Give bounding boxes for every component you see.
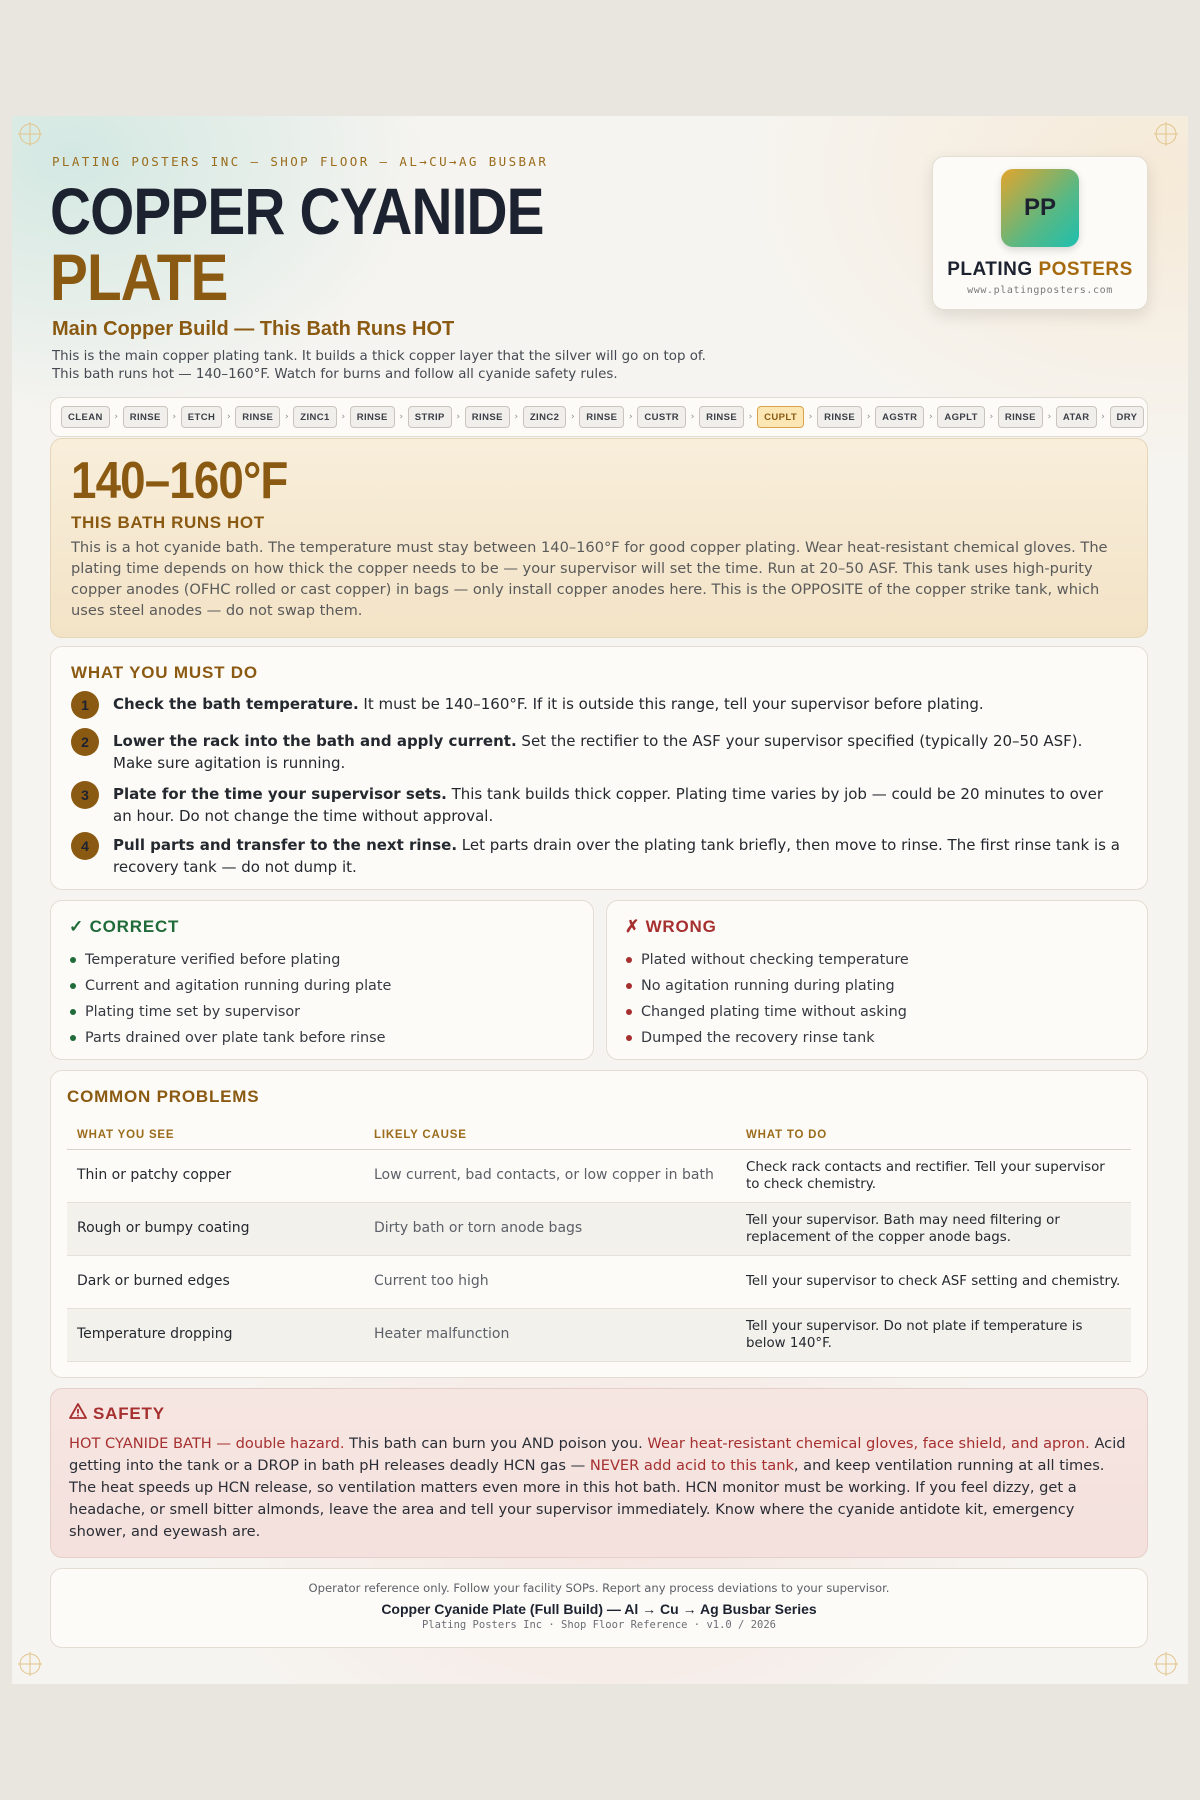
step-lead: Check the bath temperature.: [113, 695, 359, 713]
process-step-rinse: RINSE: [998, 406, 1043, 428]
warning-icon: [69, 1403, 87, 1424]
chevron-right-icon: ›: [456, 412, 461, 422]
correct-list: [69, 947, 391, 1051]
safety-text: , and keep ventilation running at all times. The heat speeds up HCN release, so ventilation matters even more in this hot bath. HCN monitor must be working. If you feel dizzy, get a headache, or smell bitter almonds, leave the area and tell your supervisor immediately. Know where the cyanide antidote kit, emergency shower, and eyewash are.: [69, 1457, 1105, 1540]
chevron-right-icon: ›: [514, 412, 519, 422]
list-item: Temperature verified before plating: [69, 947, 391, 973]
step-detail: Let parts drain over the plating tank briefly, then move to rinse. The first rinse tank is a recovery tank — do not dump it.: [113, 836, 1120, 876]
column-header: LIKELY CAUSE: [364, 1119, 736, 1149]
brand-name: [933, 259, 1147, 281]
footer-disclaimer: Operator reference only. Follow your facility SOPs. Report any process deviations to your supervisor.: [308, 1581, 890, 1595]
brand-url: www.platingposters.com: [967, 285, 1113, 296]
chevron-right-icon: ›: [929, 412, 933, 422]
process-step-rinse: RINSE: [817, 406, 862, 428]
problems-title: COMMON PROBLEMS: [67, 1087, 260, 1106]
wrong-list: [625, 947, 909, 1051]
poster: [12, 116, 1188, 1684]
correct-title: ✓ CORRECT: [69, 917, 180, 936]
step-text: [113, 834, 1123, 878]
process-step-rinse: RINSE: [235, 406, 280, 428]
process-step-zinc1: ZINC1: [293, 406, 336, 428]
step-text: [113, 783, 1123, 827]
step-lead: Plate for the time your supervisor sets.: [113, 785, 447, 803]
list-item: Parts drained over plate tank before rinse: [69, 1025, 391, 1051]
crosshair-mark-icon: [16, 1650, 44, 1678]
column-header: WHAT YOU SEE: [67, 1119, 364, 1149]
chevron-right-icon: ›: [866, 412, 871, 422]
brand-logo: PP: [1001, 169, 1079, 247]
safety-card: [50, 1388, 1148, 1558]
chevron-right-icon: ›: [1101, 412, 1105, 422]
chevron-right-icon: ›: [226, 412, 231, 422]
wrong-title: ✗ WRONG: [625, 917, 717, 936]
step-lead: Lower the rack into the bath and apply current.: [113, 732, 517, 750]
footer-series-title: Copper Cyanide Plate (Full Build) — Al → Cu → Ag Busbar Series: [381, 1601, 817, 1617]
chevron-right-icon: ›: [629, 412, 633, 422]
chevron-right-icon: ›: [114, 412, 119, 422]
chevron-right-icon: ›: [989, 412, 994, 422]
chevron-right-icon: ›: [690, 412, 695, 422]
safety-ppe-warning: Wear heat-resistant chemical gloves, face shield, and apron.: [647, 1435, 1090, 1452]
process-step-custr: CUSTR: [637, 406, 686, 428]
table-row: [67, 1255, 1131, 1308]
list-item: Changed plating time without asking: [625, 999, 909, 1025]
chevron-right-icon: ›: [399, 412, 404, 422]
list-item: Dumped the recovery rinse tank: [625, 1025, 909, 1051]
list-item: Plating time set by supervisor: [69, 999, 391, 1025]
list-item: Current and agitation running during plate: [69, 973, 391, 999]
step-text: [113, 730, 1123, 774]
table-cell: Thin or patchy copper: [67, 1149, 364, 1202]
wrong-card: [606, 900, 1148, 1060]
process-step-strip: STRIP: [408, 406, 452, 428]
table-cell: Check rack contacts and rectifier. Tell your supervisor to check chemistry.: [736, 1149, 1131, 1202]
table-row: [67, 1308, 1131, 1361]
step-number: 2: [71, 728, 99, 756]
footer-publisher: Plating Posters Inc · Shop Floor Reference · v1.0 / 2026: [421, 1619, 776, 1631]
process-flow-bar: [50, 397, 1148, 437]
brand-name-part-2: POSTERS: [1038, 259, 1133, 280]
safety-text: Acid getting into the tank or a DROP in bath pH releases deadly HCN gas —: [69, 1435, 1126, 1474]
page-title: [50, 174, 544, 314]
step-lead: Pull parts and transfer to the next rinse.: [113, 836, 458, 854]
process-step-zinc2: ZINC2: [523, 406, 566, 428]
safety-title: [69, 1403, 165, 1424]
process-step-rinse: RINSE: [579, 406, 624, 428]
process-step-rinse: RINSE: [123, 406, 168, 428]
temperature-hero-panel: [50, 438, 1148, 638]
table-header-row: [67, 1119, 1131, 1149]
crosshair-mark-icon: [16, 120, 44, 148]
chevron-right-icon: ›: [748, 412, 753, 422]
hero-body: This is a hot cyanide bath. The temperature must stay between 140–160°F for good copper plating. Wear heat-resistant chemical gloves. The plating time depends on how thick the copper needs to be — your supervisor will set the time. Run at 20–50 ASF. This tank uses high-purity copper anodes (OFHC rolled or cast copper) in bags — only install copper anodes here. This is the OPPOSITE of the copper strike tank, which uses steel anodes — do not swap them.: [71, 539, 1108, 619]
process-step-atar: ATAR: [1056, 406, 1097, 428]
process-step-agplt: AGPLT: [937, 406, 985, 428]
step-text: [113, 693, 1123, 715]
problems-table: [67, 1119, 1131, 1362]
hero-heading: THIS BATH RUNS HOT: [71, 513, 265, 532]
brand-card: [932, 156, 1148, 310]
temperature-range: 140–160°F: [71, 452, 288, 510]
process-step-agstr: AGSTR: [875, 406, 924, 428]
process-step-rinse: RINSE: [350, 406, 395, 428]
table-row: [67, 1202, 1131, 1255]
table-cell: Tell your supervisor. Bath may need filtering or replacement of the copper anode bags.: [736, 1202, 1131, 1255]
process-step-etch: ETCH: [181, 406, 222, 428]
table-cell: Rough or bumpy coating: [67, 1202, 364, 1255]
table-cell: Temperature dropping: [67, 1308, 364, 1361]
table-cell: Tell your supervisor to check ASF setting and chemistry.: [736, 1255, 1131, 1308]
process-step-cuplt: CUPLT: [757, 406, 804, 428]
common-problems-card: [50, 1070, 1148, 1378]
safety-hazard-lead: HOT CYANIDE BATH — double hazard.: [69, 1435, 345, 1452]
must-do-card: [50, 646, 1148, 890]
process-step-clean: CLEAN: [61, 406, 110, 428]
step-detail: Set the rectifier to the ASF your supervisor specified (typically 20–50 ASF). Make sure agitation is running.: [113, 732, 1083, 772]
must-do-title: WHAT YOU MUST DO: [71, 663, 258, 682]
footer-card: [50, 1568, 1148, 1648]
step-detail: This tank builds thick copper. Plating time varies by job — could be 20 minutes to over an hour. Do not change the time without approval.: [113, 785, 1104, 825]
intro-line-2: This bath runs hot — 140–160°F. Watch for burns and follow all cyanide safety rules.: [52, 367, 618, 382]
crosshair-mark-icon: [1152, 1650, 1180, 1678]
safety-title-text: SAFETY: [93, 1403, 165, 1423]
list-item: Plated without checking temperature: [625, 947, 909, 973]
column-header: WHAT TO DO: [736, 1119, 1131, 1149]
title-line-2: PLATE: [50, 240, 228, 314]
step-detail: It must be 140–160°F. If it is outside this range, tell your supervisor before plating.: [358, 695, 984, 713]
crosshair-mark-icon: [1152, 120, 1180, 148]
safety-body: [69, 1433, 1135, 1543]
brand-name-part-1: PLATING: [947, 259, 1039, 280]
chevron-right-icon: ›: [808, 412, 813, 422]
title-line-1: COPPER CYANIDE: [50, 174, 544, 248]
table-cell: Heater malfunction: [364, 1308, 736, 1361]
chevron-right-icon: ›: [172, 412, 177, 422]
page-subtitle: Main Copper Build — This Bath Runs HOT: [52, 318, 455, 340]
chevron-right-icon: ›: [1047, 412, 1052, 422]
safety-text: This bath can burn you AND poison you.: [344, 1435, 648, 1452]
process-step-dry: DRY: [1110, 406, 1145, 428]
intro-text: [52, 348, 772, 384]
process-step-rinse: RINSE: [699, 406, 744, 428]
table-cell: Current too high: [364, 1255, 736, 1308]
table-cell: Low current, bad contacts, or low copper in bath: [364, 1149, 736, 1202]
correct-card: [50, 900, 594, 1060]
eyebrow-text: PLATING POSTERS INC — SHOP FLOOR — AL→CU→AG BUSBAR: [52, 154, 549, 169]
step-number: 1: [71, 691, 99, 719]
table-cell: Dark or burned edges: [67, 1255, 364, 1308]
table-row: [67, 1149, 1131, 1202]
step-number: 4: [71, 832, 99, 860]
chevron-right-icon: ›: [341, 412, 346, 422]
step-number: 3: [71, 781, 99, 809]
list-item: No agitation running during plating: [625, 973, 909, 999]
table-cell: Dirty bath or torn anode bags: [364, 1202, 736, 1255]
chevron-right-icon: ›: [284, 412, 289, 422]
safety-acid-warning: NEVER add acid to this tank: [589, 1457, 794, 1474]
table-cell: Tell your supervisor. Do not plate if temperature is below 140°F.: [736, 1308, 1131, 1361]
intro-line-1: This is the main copper plating tank. It builds a thick copper layer that the silver will go on top of.: [52, 349, 706, 364]
chevron-right-icon: ›: [570, 412, 575, 422]
process-step-rinse: RINSE: [465, 406, 510, 428]
